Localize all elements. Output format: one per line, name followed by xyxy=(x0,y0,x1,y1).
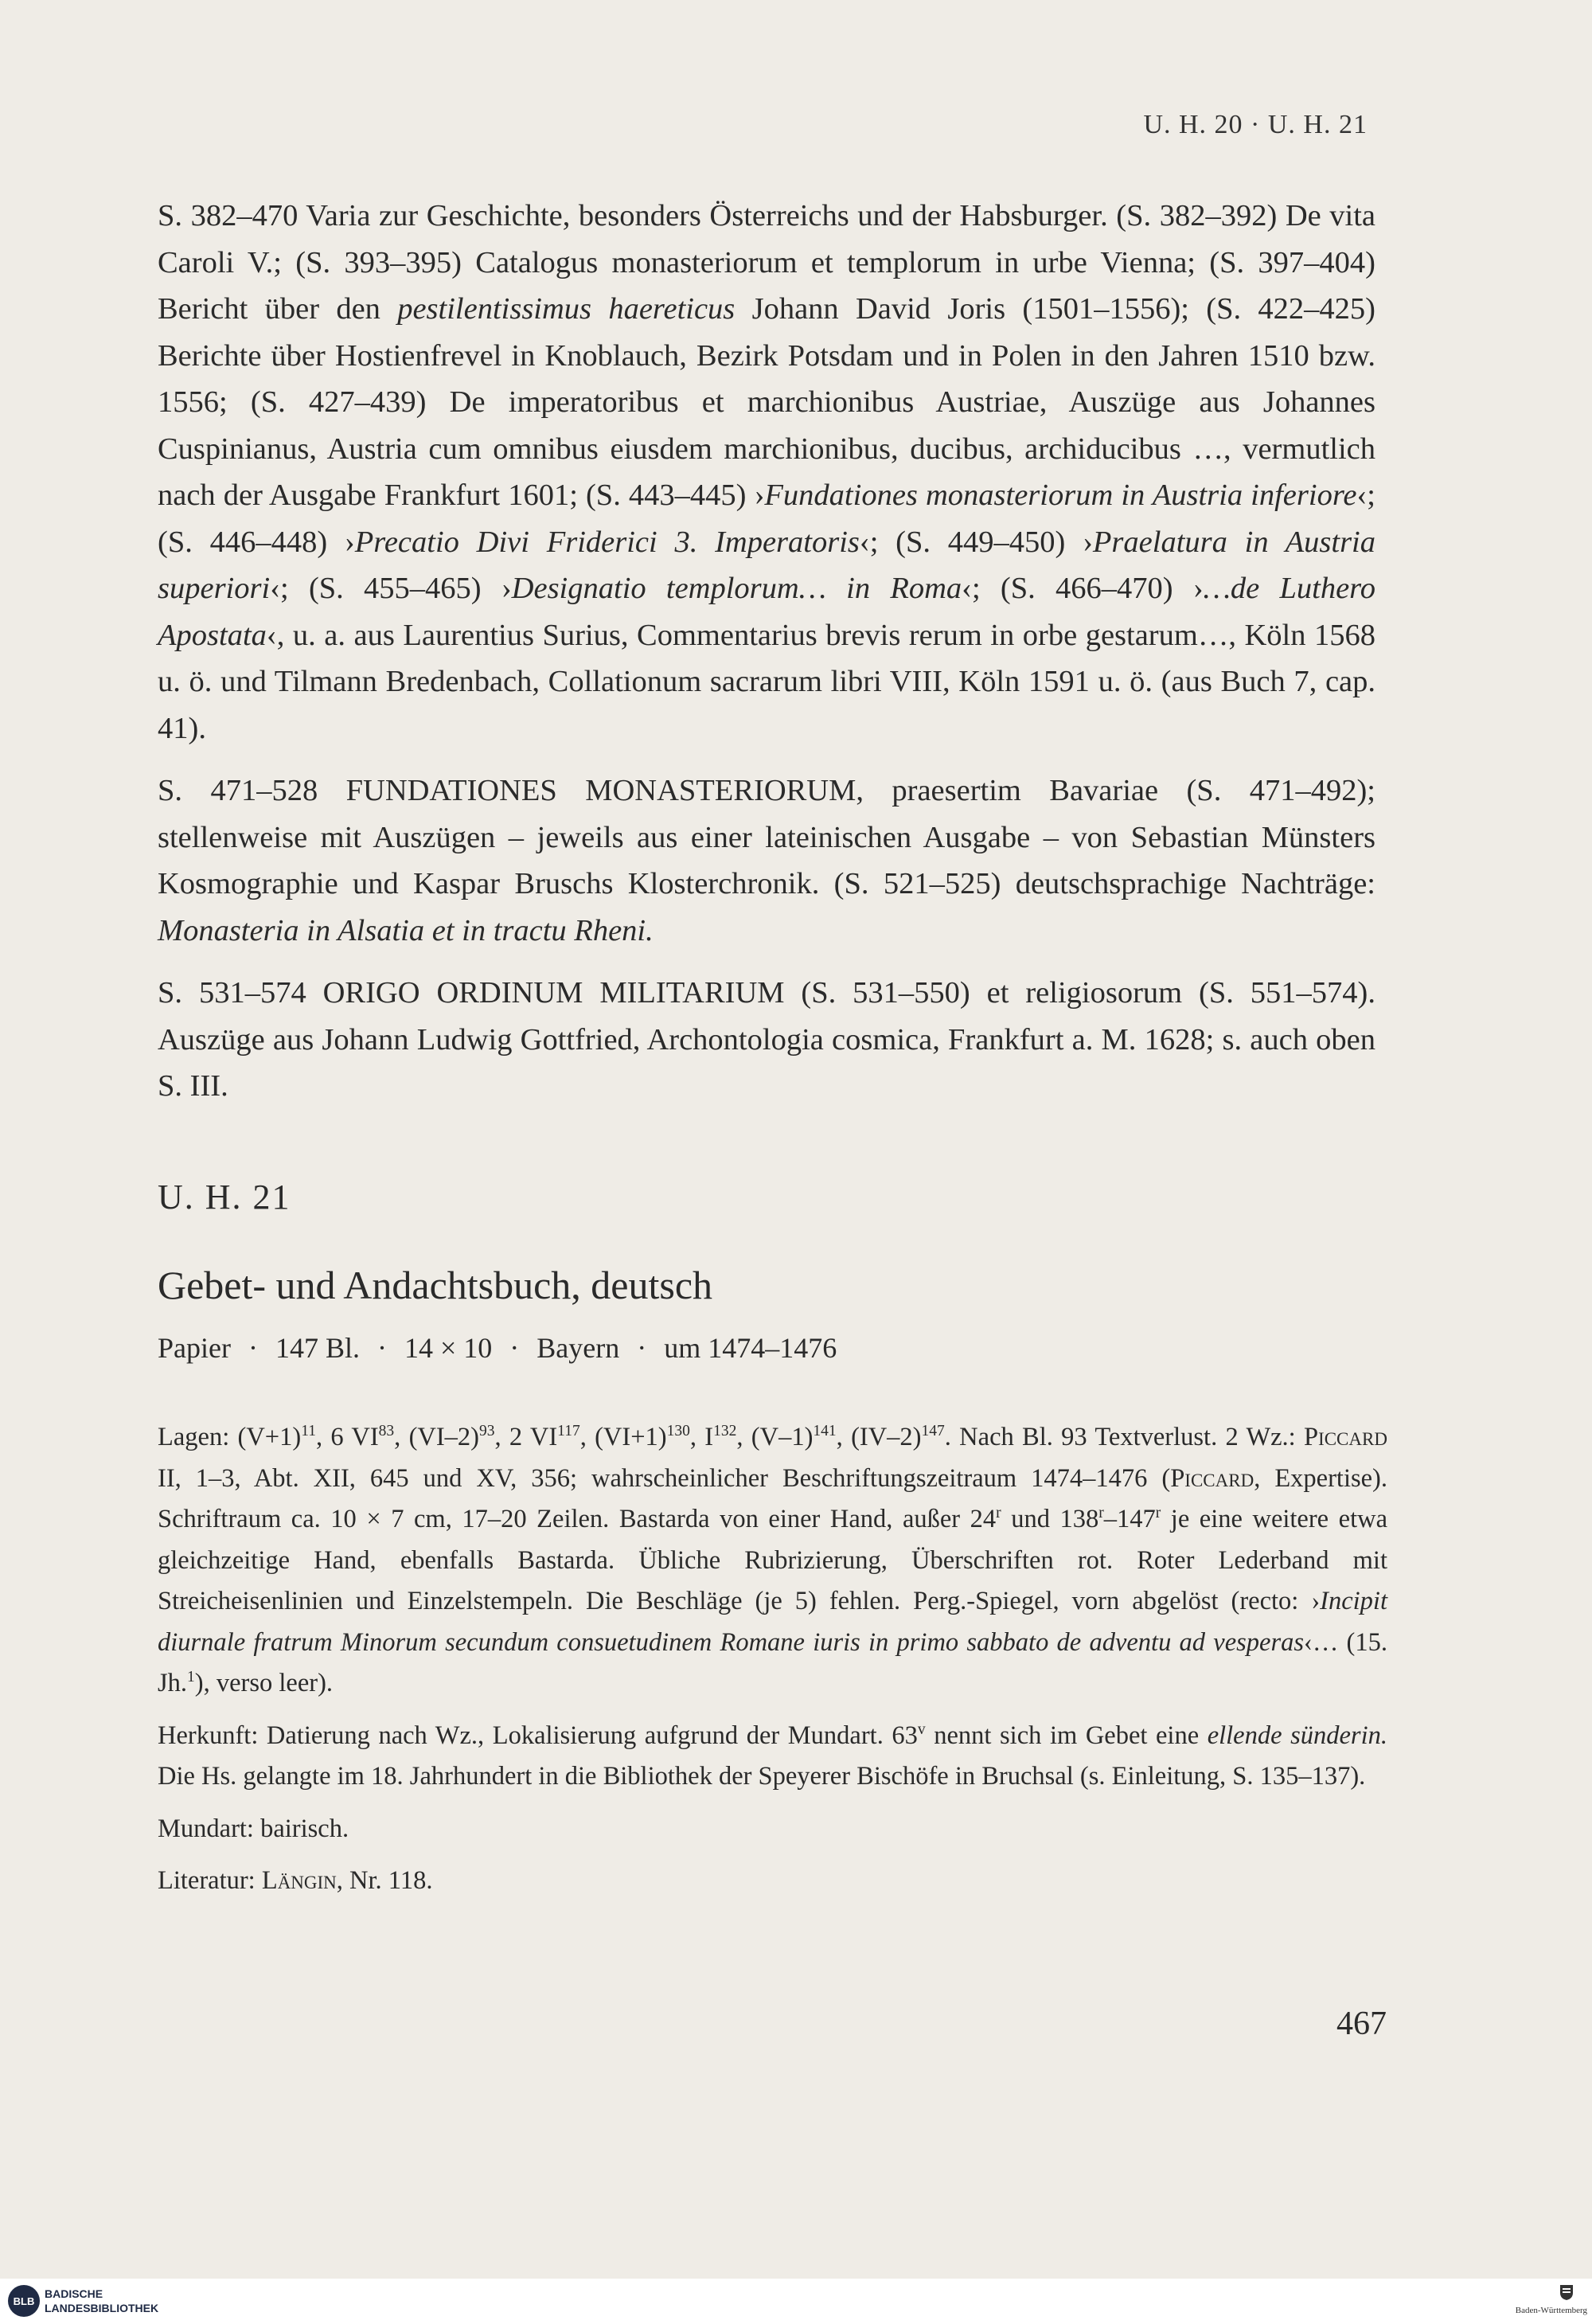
text-run: 11 xyxy=(301,1423,316,1440)
text-run: S. 382–470 Varia zur Geschichte, besonders Österreichs und der Habsburger. (S. 382–392) De vita Caroli V.; (S. 393–395) Catalogus monasteriorum et templorum in urbe Vienna; (S. 397–404) Bericht über den xyxy=(158,199,1375,326)
text-run: 93 xyxy=(479,1423,495,1440)
text-run: ‹; (S. 449–450) › xyxy=(859,525,1093,559)
text-run: r xyxy=(1155,1505,1161,1522)
text-run: Literatur: xyxy=(158,1866,262,1895)
text-run: ‹; (S. 466–470) › xyxy=(962,572,1204,605)
text-run: ‹, u. a. aus Laurentius Surius, Commentarius brevis rerum in orbe gestarum…, Köln 1568 u. ö. und Tilmann Bredenbach, Collationum sacrarum libri VIII, Köln 1591 u. ö. (aus Buch 7, cap. 41). xyxy=(158,618,1375,745)
footer-bar xyxy=(0,2279,1592,2324)
entry-meta-line xyxy=(158,1331,837,1365)
text-run: , (V–1) xyxy=(736,1423,814,1451)
text-run: ‹; (S. 446–448) › xyxy=(158,478,1375,559)
contents-paragraph-1 xyxy=(158,193,1375,752)
text-run: 130 xyxy=(666,1423,690,1440)
meta-material: Papier xyxy=(158,1332,231,1364)
lagen-paragraph xyxy=(158,1417,1387,1705)
text-run: , (VI–2) xyxy=(394,1423,480,1451)
library-name-line1: BADISCHE xyxy=(45,2287,103,2300)
contents-paragraph-3 xyxy=(158,970,1375,1110)
text-run: 1 xyxy=(187,1669,195,1686)
text-run: Lagen: (V+1) xyxy=(158,1423,302,1451)
text-run: S. 471–528 FUNDATIONES MONASTERIORUM, praesertim Bavariae (S. 471–492); stellenweise mit Auszügen – jeweils aus einer lateinischen Ausgabe – von Sebastian Münsters Kosmographie und Kaspar Bruschs Klosterchronik. (S. 521–525) deutschsprachige Nachträge: xyxy=(158,774,1375,900)
page-number: 467 xyxy=(1336,2006,1387,2042)
text-run: –147 xyxy=(1103,1505,1156,1533)
coat-of-arms-icon xyxy=(1559,2283,1574,2301)
text-run: ), verso leer). xyxy=(194,1669,334,1697)
text-run: ellende sünderin. xyxy=(1207,1721,1387,1750)
meta-separator: · xyxy=(248,1332,258,1364)
library-name xyxy=(45,2287,158,2315)
text-run: 147 xyxy=(921,1423,945,1440)
meta-dimensions: 14 × 10 xyxy=(404,1332,493,1364)
text-run: Mundart: bairisch. xyxy=(158,1814,349,1843)
herkunft-paragraph xyxy=(158,1716,1387,1798)
text-run: Die Hs. gelangte im 18. Jahrhundert in die Bibliothek der Speyerer Bischöfe in Bruchsal (s. Einleitung, S. 135–137). xyxy=(158,1762,1366,1791)
text-run: ‹; (S. 455–465) › xyxy=(270,572,512,605)
text-run: v xyxy=(917,1721,926,1738)
text-run: je eine weitere etwa gleichzeitige Hand, ebenfalls Bastarda. Übliche Rubrizierung, Überschriften rot. Roter Lederband mit Streicheisenlinien und Einzelstempeln. Die Beschläge (je 5) fehlen. Perg.-Spiegel, vorn abgelöst (recto: › xyxy=(158,1505,1388,1615)
text-run: Piccard xyxy=(1303,1423,1387,1451)
text-run: , (VI+1) xyxy=(579,1423,667,1451)
text-run: r xyxy=(996,1505,1001,1522)
text-run: , Expertise). Schriftraum ca. 10 × 7 cm, 17–20 Zeilen. Bastarda von einer Hand, außer 24 xyxy=(158,1463,1387,1533)
text-run: 141 xyxy=(813,1423,837,1440)
text-run: , Nr. 118. xyxy=(336,1866,433,1895)
previous-entry-continuation xyxy=(158,193,1375,1126)
text-run: . Nach Bl. 93 Textverlust. 2 Wz.: xyxy=(944,1423,1304,1451)
text-run: , 2 VI xyxy=(494,1423,558,1451)
text-run: II, 1–3, Abt. XII, 645 und XV, 356; wahrscheinlicher Beschriftungszeitraum 1474–1476 ( xyxy=(158,1463,1171,1493)
text-run: S. 531–574 ORIGO ORDINUM MILITARIUM (S. 531–550) et religiosorum (S. 551–574). Auszüge aus Johann Ludwig Gottfried, Archontologia cosmica, Frankfurt a. M. 1628; s. auch oben S. III. xyxy=(158,976,1375,1103)
entry-description xyxy=(158,1417,1387,1913)
text-run: pestilentissimus haereticus xyxy=(397,292,736,326)
text-run: Fundationes monasteriorum in Austria inferiore xyxy=(764,478,1357,512)
literatur-paragraph xyxy=(158,1861,1387,1902)
running-head: U. H. 20 · U. H. 21 xyxy=(1143,110,1368,139)
text-run: Precatio Divi Friderici 3. Imperatoris xyxy=(354,525,860,559)
text-run: 117 xyxy=(557,1423,580,1440)
text-run: r xyxy=(1098,1505,1104,1522)
entry-title: Gebet- und Andachtsbuch, deutsch xyxy=(158,1263,713,1307)
text-run: , (IV–2) xyxy=(836,1423,922,1451)
text-run: 132 xyxy=(713,1423,737,1440)
text-run: Längin xyxy=(261,1866,337,1895)
library-name-line2: LANDESBIBLIOTHEK xyxy=(45,2302,159,2314)
meta-separator: · xyxy=(509,1332,520,1364)
text-run: Piccard xyxy=(1170,1463,1254,1493)
text-run: Monasteria in Alsatia et in tractu Rheni. xyxy=(158,913,654,947)
contents-paragraph-2 xyxy=(158,768,1375,954)
meta-region: Bayern xyxy=(537,1332,620,1364)
text-run: Designatio templorum… in Roma xyxy=(511,572,962,605)
state-label: Baden-Württemberg xyxy=(1515,2306,1587,2315)
text-run: …de Luthero Apostata xyxy=(158,572,1375,652)
text-run: Herkunft: Datierung nach Wz., Lokalisierung aufgrund der Mundart. 63 xyxy=(158,1721,918,1750)
entry-shelfmark: U. H. 21 xyxy=(158,1178,291,1217)
meta-separator: · xyxy=(377,1332,387,1364)
text-run: nennt sich im Gebet eine xyxy=(925,1721,1208,1750)
text-run: 83 xyxy=(378,1423,395,1440)
meta-date: um 1474–1476 xyxy=(664,1332,837,1364)
text-run: Incipit diurnale fratrum Minorum secundum consuetudinem Romane iuris in primo sabbato de adventu ad vesperas xyxy=(158,1587,1387,1657)
text-run: , I xyxy=(689,1423,714,1451)
meta-leaves: 147 Bl. xyxy=(275,1332,360,1364)
text-run: ‹… (15. Jh. xyxy=(158,1627,1387,1697)
text-run: Praelatura in Austria superiori xyxy=(158,525,1375,605)
text-run: und 138 xyxy=(1001,1505,1099,1533)
text-run: , 6 VI xyxy=(316,1423,379,1451)
mundart-paragraph xyxy=(158,1809,1387,1850)
blb-logo-icon: BLB xyxy=(8,2285,40,2317)
meta-separator: · xyxy=(637,1332,647,1364)
text-run: Johann David Joris (1501–1556); (S. 422–425) Berichte über Hostienfrevel in Knoblauch, Bezirk Potsdam und in Polen in den Jahren 1510 bzw. 1556; (S. 427–439) De imperatoribus et marchionibus Austriae, Auszüge aus Johannes Cuspinianus, Austria cum omnibus eiusdem marchionibus, ducibus, archiducibus …, vermutlich nach der Ausgabe Frankfurt 1601; (S. 443–445) › xyxy=(158,292,1375,512)
